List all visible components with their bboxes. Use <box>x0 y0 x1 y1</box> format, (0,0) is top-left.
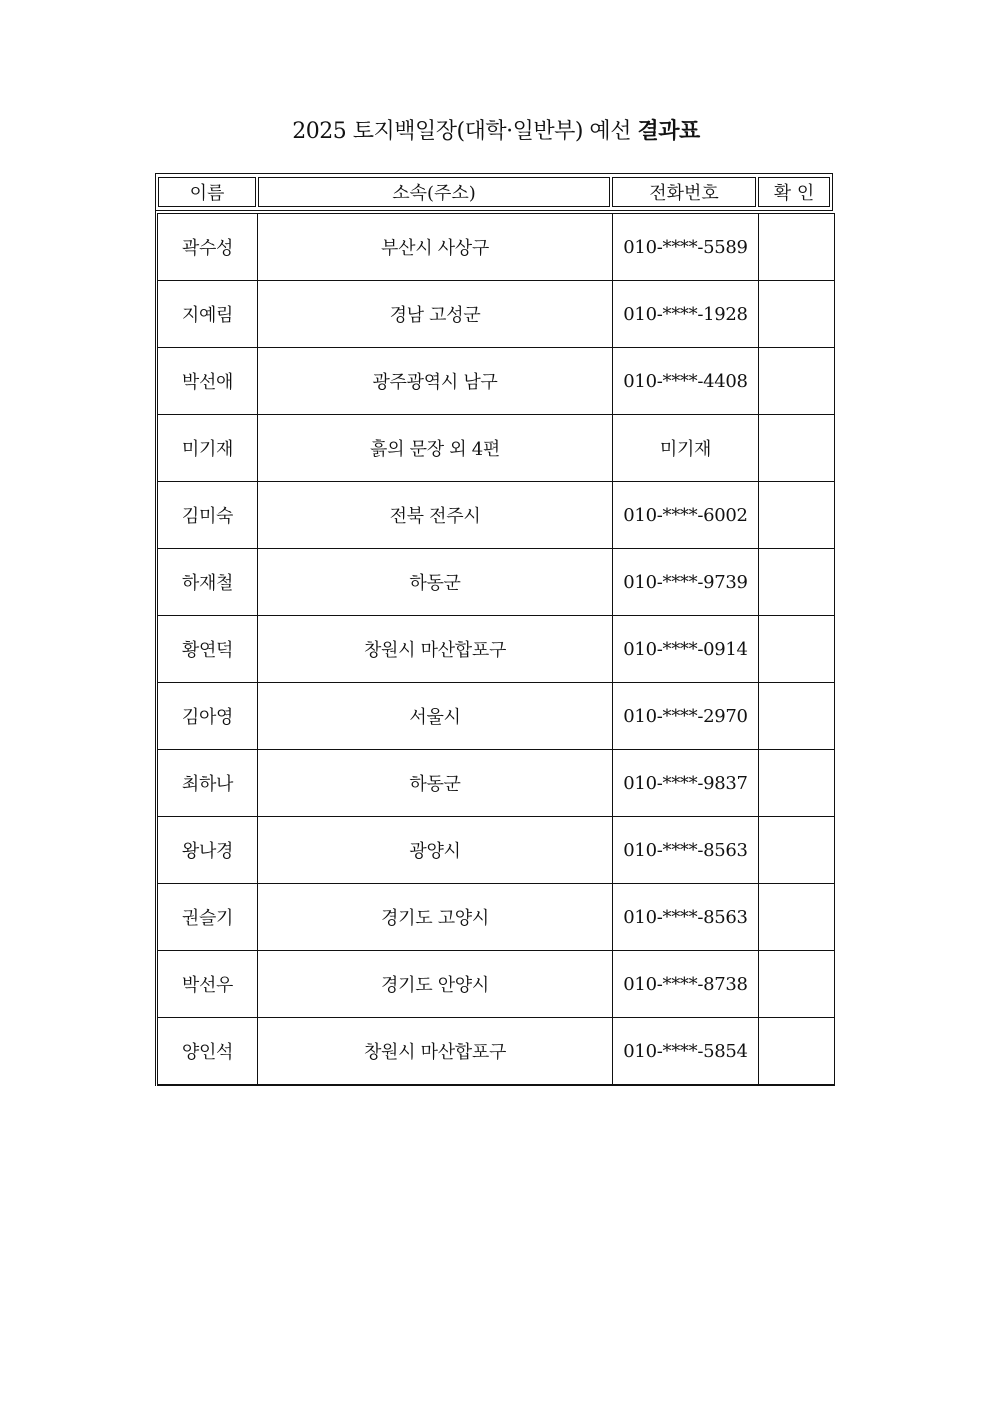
cell-affiliation: 하동군 <box>258 549 613 616</box>
cell-affiliation: 하동군 <box>258 750 613 817</box>
cell-phone: 010-****-5854 <box>613 1018 759 1086</box>
table-row <box>158 482 835 549</box>
header-affiliation: 소속(주소) <box>258 177 610 207</box>
header-name: 이름 <box>158 177 256 207</box>
cell-phone: 010-****-1928 <box>613 281 759 348</box>
cell-affiliation: 부산시 사상구 <box>258 214 613 281</box>
cell-phone: 010-****-9739 <box>613 549 759 616</box>
cell-name: 지예림 <box>158 281 258 348</box>
cell-phone: 010-****-8563 <box>613 884 759 951</box>
table-header <box>155 173 833 211</box>
header-check: 확 인 <box>758 177 830 207</box>
cell-affiliation: 흙의 문장 외 4편 <box>258 415 613 482</box>
results-table <box>157 213 835 1086</box>
cell-affiliation: 광주광역시 남구 <box>258 348 613 415</box>
cell-check <box>759 817 835 884</box>
cell-affiliation: 경기도 안양시 <box>258 951 613 1018</box>
cell-phone: 010-****-9837 <box>613 750 759 817</box>
cell-check <box>759 415 835 482</box>
cell-affiliation: 서울시 <box>258 683 613 750</box>
cell-check <box>759 951 835 1018</box>
table-row <box>158 817 835 884</box>
table-row <box>158 750 835 817</box>
cell-phone: 미기재 <box>613 415 759 482</box>
table-row <box>158 683 835 750</box>
cell-name: 곽수성 <box>158 214 258 281</box>
table-row <box>158 281 835 348</box>
cell-check <box>759 884 835 951</box>
cell-check <box>759 482 835 549</box>
cell-check <box>759 683 835 750</box>
cell-check <box>759 616 835 683</box>
table-row <box>158 951 835 1018</box>
cell-name: 최하나 <box>158 750 258 817</box>
title-text: 2025 토지백일장(대학·일반부) 예선 <box>292 119 638 144</box>
table-row <box>158 348 835 415</box>
cell-name: 김아영 <box>158 683 258 750</box>
table-row <box>158 1018 835 1086</box>
cell-affiliation: 경남 고성군 <box>258 281 613 348</box>
header-phone: 전화번호 <box>612 177 756 207</box>
cell-phone: 010-****-5589 <box>613 214 759 281</box>
cell-phone: 010-****-6002 <box>613 482 759 549</box>
cell-check <box>759 281 835 348</box>
cell-name: 박선애 <box>158 348 258 415</box>
cell-check <box>759 549 835 616</box>
cell-name: 권슬기 <box>158 884 258 951</box>
page-title <box>0 114 992 145</box>
cell-affiliation: 전북 전주시 <box>258 482 613 549</box>
table-row <box>158 214 835 281</box>
cell-affiliation: 광양시 <box>258 817 613 884</box>
cell-affiliation: 경기도 고양시 <box>258 884 613 951</box>
table-row <box>158 616 835 683</box>
cell-phone: 010-****-4408 <box>613 348 759 415</box>
cell-affiliation: 창원시 마산합포구 <box>258 1018 613 1086</box>
table-left-border <box>155 211 156 1086</box>
cell-name: 김미숙 <box>158 482 258 549</box>
cell-check <box>759 214 835 281</box>
cell-check <box>759 1018 835 1086</box>
cell-name: 박선우 <box>158 951 258 1018</box>
cell-name: 미기재 <box>158 415 258 482</box>
cell-name: 황연덕 <box>158 616 258 683</box>
cell-name: 하재철 <box>158 549 258 616</box>
cell-affiliation: 창원시 마산합포구 <box>258 616 613 683</box>
cell-name: 양인석 <box>158 1018 258 1086</box>
table-row <box>158 549 835 616</box>
cell-phone: 010-****-8738 <box>613 951 759 1018</box>
cell-phone: 010-****-0914 <box>613 616 759 683</box>
cell-phone: 010-****-8563 <box>613 817 759 884</box>
cell-name: 왕나경 <box>158 817 258 884</box>
table-row <box>158 415 835 482</box>
table-row <box>158 884 835 951</box>
cell-check <box>759 348 835 415</box>
title-bold-text: 결과표 <box>637 118 700 144</box>
cell-phone: 010-****-2970 <box>613 683 759 750</box>
cell-check <box>759 750 835 817</box>
